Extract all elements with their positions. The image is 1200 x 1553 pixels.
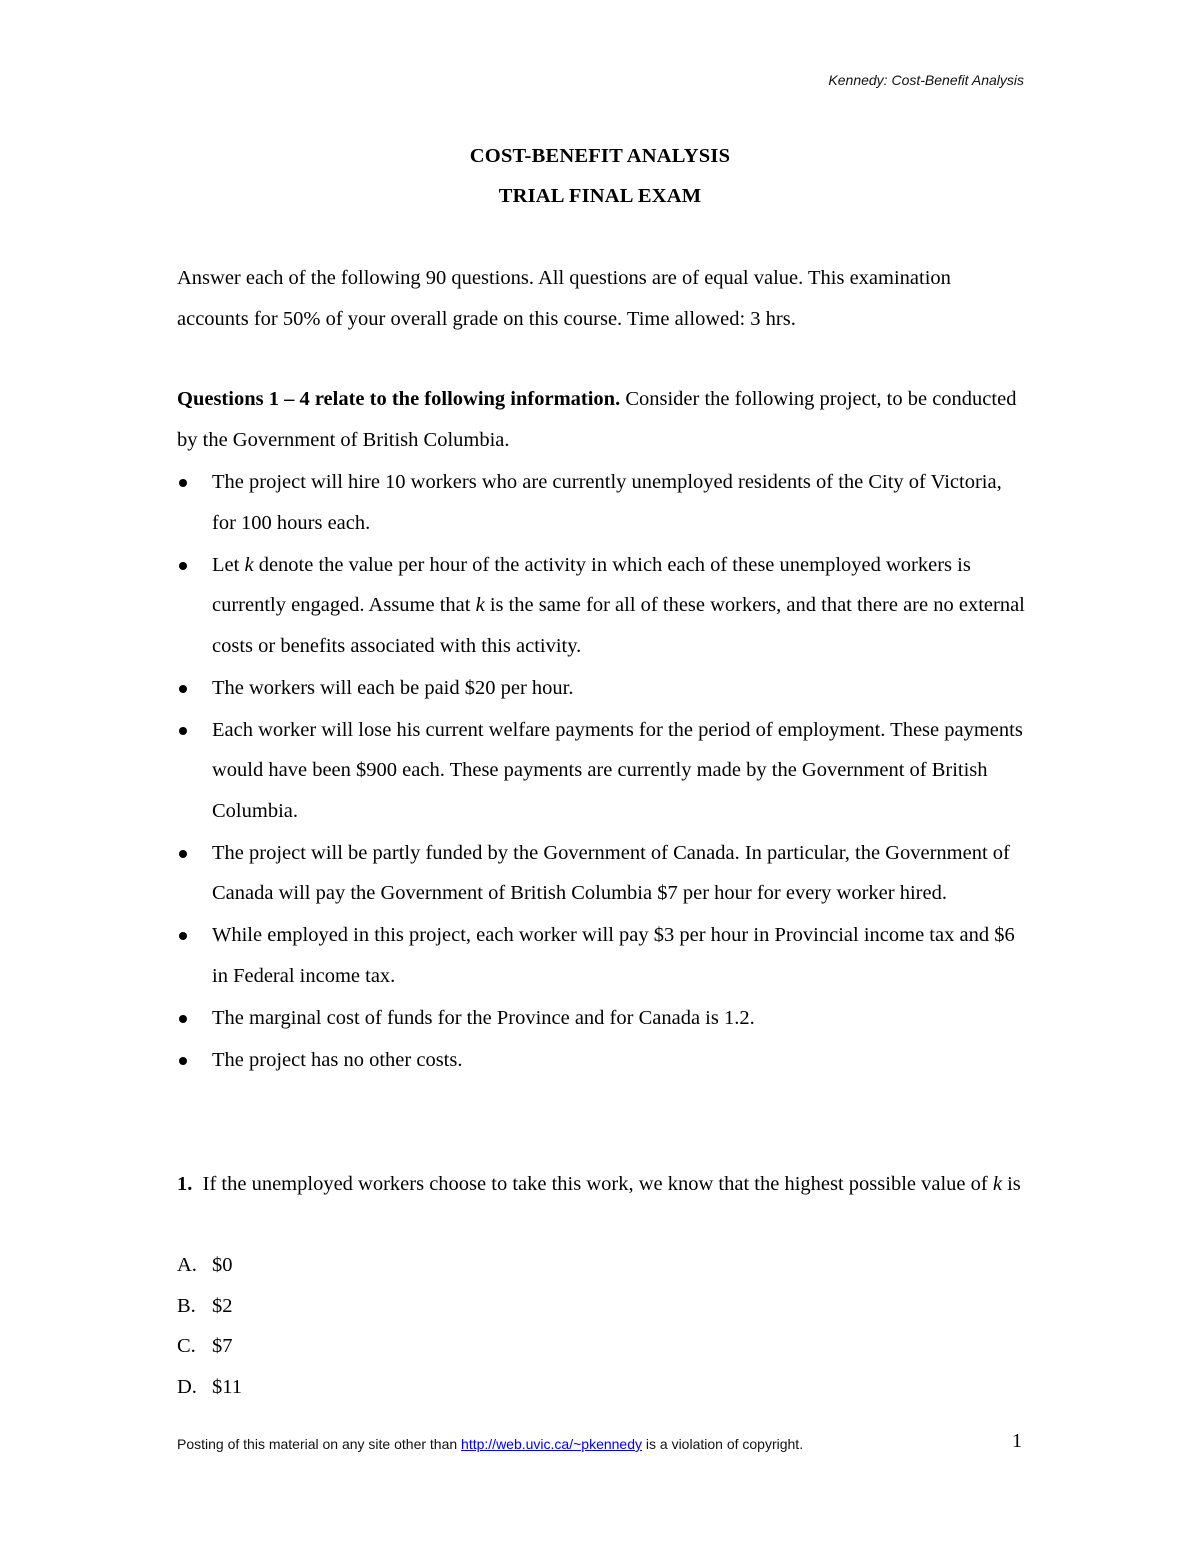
option-value: $7 bbox=[212, 1335, 233, 1357]
list-item bbox=[177, 1040, 1027, 1081]
page-number: 1 bbox=[1012, 1430, 1022, 1452]
variable-k: k bbox=[475, 594, 485, 616]
question-1 bbox=[177, 1164, 1027, 1205]
project-assumptions-list bbox=[177, 462, 1027, 1082]
list-item-text: The marginal cost of funds for the Province and for Canada is 1.2. bbox=[212, 1006, 755, 1029]
footer-text: is a violation of copyright. bbox=[642, 1436, 804, 1452]
variable-k: k bbox=[992, 1173, 1002, 1195]
running-header: Kennedy: Cost-Benefit Analysis bbox=[828, 72, 1024, 88]
variable-k: k bbox=[244, 553, 254, 576]
list-item-text: is the same for all of these workers, and that there are no external costs or benefits associated with this activity. bbox=[212, 594, 1025, 657]
bullet-icon bbox=[179, 932, 187, 940]
question-text: If the unemployed workers choose to take this work, we know that the highest possible value of bbox=[192, 1173, 993, 1195]
question-text: is bbox=[1001, 1173, 1021, 1195]
list-item-text: While employed in this project, each worker will pay $3 per hour in Provincial income tax and $6 in Federal income tax. bbox=[212, 924, 1015, 987]
footer-text: Posting of this material on any site other than bbox=[177, 1436, 462, 1452]
bullet-icon bbox=[179, 685, 187, 693]
question-number: 1. bbox=[177, 1173, 193, 1195]
list-item-text: Each worker will lose his current welfare payments for the period of employment. These payments would have been $900 each. These payments are currently made by the Government of British Columbia. bbox=[212, 718, 1023, 822]
list-item-text: Let bbox=[212, 553, 245, 576]
context-lead-bold: Questions 1 – 4 relate to the following information. bbox=[177, 388, 621, 410]
option-letter: B. bbox=[177, 1294, 196, 1317]
list-item bbox=[177, 998, 1027, 1039]
list-item bbox=[177, 545, 1027, 667]
list-item bbox=[177, 462, 1027, 543]
answer-option-c bbox=[177, 1326, 242, 1367]
answer-option-b bbox=[177, 1286, 242, 1327]
bullet-icon bbox=[179, 562, 187, 570]
instructions-paragraph: Answer each of the following 90 questions. All questions are of equal value. This examination accounts for 50% of your overall grade on this course. Time allowed: 3 hrs. bbox=[177, 267, 951, 330]
context-lead-rest: Consider the following project, to be conducted by the Government of British Columbia. bbox=[177, 388, 1017, 451]
option-value: $2 bbox=[212, 1294, 233, 1317]
exam-title: COST-BENEFIT ANALYSIS bbox=[469, 145, 731, 167]
context-paragraph bbox=[177, 379, 1027, 460]
option-letter: A. bbox=[177, 1254, 197, 1276]
list-item bbox=[177, 710, 1027, 832]
bullet-icon bbox=[179, 479, 187, 487]
option-letter: D. bbox=[177, 1375, 197, 1398]
list-item bbox=[177, 915, 1027, 996]
answer-option-d bbox=[177, 1367, 242, 1408]
option-letter: C. bbox=[177, 1335, 196, 1357]
bullet-icon bbox=[179, 727, 187, 735]
bullet-icon bbox=[179, 1015, 187, 1023]
list-item-text: The workers will each be paid $20 per hour. bbox=[212, 676, 574, 699]
copyright-link[interactable]: http://web.uvic.ca/~pkennedy bbox=[461, 1436, 642, 1452]
option-value: $0 bbox=[212, 1254, 233, 1276]
list-item-text: The project will be partly funded by the Government of Canada. In particular, the Government of Canada will pay the Government of British Columbia $7 per hour for every worker hired. bbox=[212, 841, 1010, 904]
option-value: $11 bbox=[212, 1375, 242, 1398]
answer-option-a bbox=[177, 1245, 242, 1286]
list-item-text: The project has no other costs. bbox=[212, 1048, 463, 1071]
list-item-text: denote the value per hour of the activity in which each of these unemployed workers is currently engaged. Assume that bbox=[212, 553, 971, 616]
copyright-footer bbox=[177, 1436, 803, 1452]
list-item bbox=[177, 833, 1027, 914]
list-item-text: The project will hire 10 workers who are currently unemployed residents of the City of Victoria, for 100 hours each. bbox=[212, 471, 1002, 534]
bullet-icon bbox=[179, 1057, 187, 1065]
list-item bbox=[177, 668, 1027, 709]
exam-subtitle: TRIAL FINAL EXAM bbox=[498, 185, 702, 207]
bullet-icon bbox=[179, 850, 187, 858]
answer-options bbox=[177, 1245, 242, 1407]
